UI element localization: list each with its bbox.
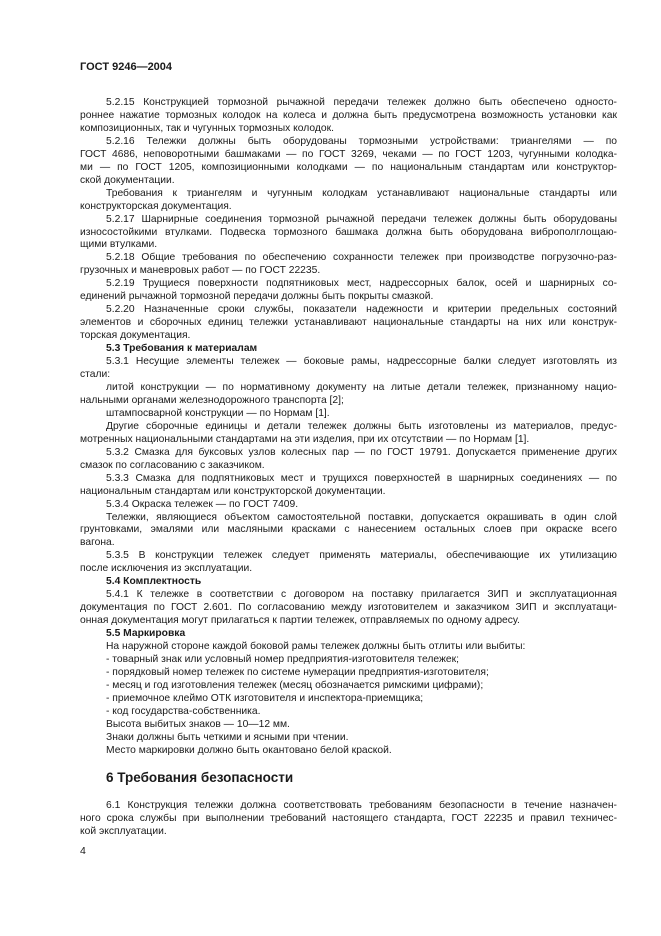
text-line: щими втулками. <box>80 239 158 251</box>
paragraph <box>80 589 617 628</box>
section-6-heading: 6 Требования безопасности <box>106 770 294 785</box>
paragraph <box>80 550 617 576</box>
text-line: грунтовками, эмалями или масляными красками с нанесением остальных слоев при окраске всего <box>80 524 617 536</box>
text-line: после исключения из эксплуатации. <box>80 563 253 575</box>
text-line: смазок по согласованию с заказчиком. <box>80 459 265 471</box>
paragraph <box>80 654 617 667</box>
text-line: 5.3.2 Смазка для буксовых узлов колесных пар — по ГОСТ 19791. Допускается применение других <box>106 446 617 458</box>
text-line: - порядковый номер тележек по системе нумерации предприятия-изготовителя; <box>106 666 489 678</box>
text-line: документация по ГОСТ 2.601. По согласованию между изготовителем и заказчиком ЗИП и эксплуатаци- <box>80 602 617 614</box>
paragraph <box>80 304 617 343</box>
paragraph <box>80 693 617 706</box>
paragraph <box>80 382 617 408</box>
text-line: 5.3.1 Несущие элементы тележек — боковые рамы, надрессорные балки следует изготовлять из <box>106 356 617 368</box>
text-line: торская документация. <box>80 330 191 342</box>
text-line: - товарный знак или условный номер предприятия-изготовителя тележек; <box>106 653 459 665</box>
text-line: Тележки, являющиеся объектом самостоятельной поставки, допускается окрашивать в один слой <box>106 511 617 523</box>
paragraph <box>80 667 617 680</box>
text-line: На наружной стороне каждой боковой рамы тележек должны быть отлиты или выбиты: <box>106 641 526 653</box>
paragraph <box>80 447 617 473</box>
text-line: ской документации. <box>80 174 175 186</box>
text-line: мотренных национальными стандартами на эти изделия, при их отсутствии — по Нормам [1]. <box>80 433 530 445</box>
paragraph <box>80 408 617 421</box>
paragraph <box>80 680 617 693</box>
text-line: ного срока службы при выполнении требований настоящего стандарта, ГОСТ 22235 и правил техничес- <box>80 812 617 824</box>
text-line: конструкторская документация. <box>80 200 232 212</box>
text-line: 5.2.17 Шарнирные соединения тормозной рычажной передачи тележек должны быть оборудованы <box>106 213 617 225</box>
text-line: ми — по ГОСТ 1205, композиционными колодками — по национальным стандартам или конструктор- <box>80 161 617 173</box>
text-line: 5.4.1 К тележке в соответствии с договором на поставку прилагается ЗИП и эксплуатационная <box>106 589 617 601</box>
paragraph <box>80 473 617 499</box>
section-5-body <box>80 97 617 758</box>
paragraph <box>80 745 617 758</box>
subsection-heading: 5.3 Требования к материалам <box>106 343 258 355</box>
paragraph <box>80 499 617 512</box>
document-header: ГОСТ 9246—2004 <box>80 61 173 73</box>
paragraph <box>80 97 617 136</box>
paragraph <box>80 252 617 278</box>
text-line: 5.2.16 Тележки должны быть оборудованы тормозными устройствами: триангелями — по <box>106 135 617 147</box>
text-line: кой эксплуатации. <box>80 825 167 837</box>
paragraph <box>80 732 617 745</box>
text-line: Знаки должны быть четкими и ясными при чтении. <box>106 731 349 743</box>
text-line: износостойкими втулками. Подвеска тормозного башмака должна быть оборудована виброполглощаю- <box>80 226 617 238</box>
text-line: - приемочное клеймо ОТК изготовителя и инспектора-приемщика; <box>106 692 424 704</box>
text-line: роннее нажатие тормозных колодок на колеса и должна быть предусмотрена возможность установки как <box>80 109 617 121</box>
paragraph <box>80 356 617 382</box>
paragraph <box>80 214 617 253</box>
text-line: Другие сборочные единицы и детали тележек должны быть изготовлены из материалов, предус- <box>106 420 617 432</box>
text-line: 6.1 Конструкция тележки должна соответствовать требованиям безопасности в течение назначен- <box>106 800 617 811</box>
subsection-heading: 5.5 Маркировка <box>106 628 186 640</box>
paragraph <box>80 188 617 214</box>
paragraph <box>80 512 617 551</box>
text-line: нальными органами железнодорожного транспорта [2]; <box>80 394 344 406</box>
paragraph <box>80 136 617 188</box>
text-line: национальным стандартам или конструкторской документации. <box>80 485 386 497</box>
text-line: Высота выбитых знаков — 10—12 мм. <box>106 718 290 730</box>
paragraph <box>80 278 617 304</box>
section-6-body <box>80 800 617 839</box>
text-line: 5.3.5 В конструкции тележек следует применять материалы, обеспечивающие их утилизацию <box>106 550 617 562</box>
text-line: 5.2.20 Назначенные сроки службы, показатели надежности и критерии предельных состояний <box>106 304 617 316</box>
text-line: композиционных, так и чугунных тормозных колодок. <box>80 122 335 134</box>
text-line: 5.3.3 Смазка для подпятниковых мест и трущихся поверхностей в шарнирных соединениях — по <box>106 472 617 484</box>
text-line: - месяц и год изготовления тележек (месяц обозначается римскими цифрами); <box>106 679 484 691</box>
paragraph <box>80 421 617 447</box>
text-line: штампосварной конструкции — по Нормам [1]. <box>106 407 330 419</box>
paragraph <box>80 641 617 654</box>
text-line: 5.2.15 Конструкцией тормозной рычажной передачи тележек должно быть обеспечено односто- <box>106 97 617 108</box>
text-line: Требования к триангелям и чугунным колодкам устанавливают национальные стандарты или <box>106 187 617 199</box>
text-line: вагона. <box>80 537 115 549</box>
paragraph <box>80 706 617 719</box>
text-line: 5.3.4 Окраска тележек — по ГОСТ 7409. <box>106 498 299 510</box>
text-line: стали: <box>80 369 111 381</box>
paragraph <box>80 719 617 732</box>
text-line: литой конструкции — по нормативному документу на литые детали тележек, признанному нацио- <box>106 381 617 393</box>
text-line: 5.2.18 Общие требования по обеспечению сохранности тележек при производстве погрузочно-раз- <box>106 252 617 264</box>
text-line: ГОСТ 4686, неповоротными башмаками — по ГОСТ 3269, чеками — по ГОСТ 1203, чугунными колодка- <box>80 148 617 160</box>
text-line: грузочных и маневровых работ — по ГОСТ 22235. <box>80 265 321 277</box>
text-line: - код государства-собственника. <box>106 705 261 717</box>
text-line: элементов и сборочных единиц тележки устанавливают национальные стандарты на них или конструк- <box>80 317 617 329</box>
text-line: 5.2.19 Трущиеся поверхности подпятниковых мест, надрессорных балок, осей и шарнирных со- <box>106 278 617 290</box>
text-line: Место маркировки должно быть окантовано белой краской. <box>106 744 392 756</box>
page-number: 4 <box>80 845 86 857</box>
text-line: единений рычажной тормозной передачи должны быть покрыты смазкой. <box>80 291 434 303</box>
subsection-heading: 5.4 Комплектность <box>106 576 202 588</box>
text-line: онная документация могут прилагаться к партии тележек, отправляемых по одному адресу. <box>80 615 520 627</box>
